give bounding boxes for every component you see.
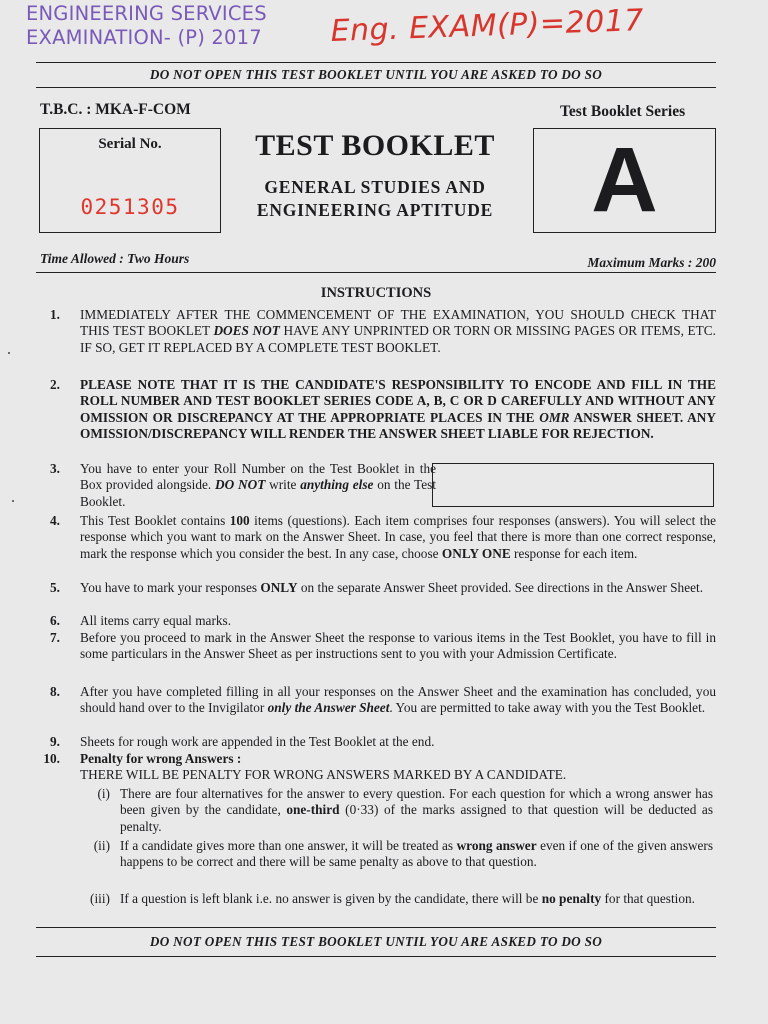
emphasis-run: one-third — [286, 802, 340, 818]
roll-number-box[interactable] — [432, 463, 714, 507]
emphasis-run: only the Answer Sheet — [267, 700, 390, 716]
emphasis-run: wrong answer — [456, 838, 537, 853]
instruction-item-9 — [40, 734, 716, 750]
item-text — [80, 307, 716, 356]
bottom-rule-upper — [36, 927, 716, 928]
subject-line-2: ENGINEERING APTITUDE — [256, 200, 494, 220]
text-run: write — [265, 477, 301, 493]
emphasis-run: DO NOT — [215, 477, 266, 493]
emphasis-run: DOES NOT — [213, 323, 280, 339]
item-text — [80, 377, 716, 443]
text-run: If a candidate gives more than one answer, it will be treated as — [120, 838, 457, 853]
item-text — [80, 580, 716, 596]
item-number: 8. — [50, 684, 60, 699]
text-run: You have to enter your Roll Number on the Test Booklet in the Box provided alongside. — [80, 461, 436, 493]
subitem-number: (ii) — [93, 838, 110, 853]
text-run: . You are permitted to take away with you the Test Booklet. — [389, 700, 706, 716]
instruction-item-3 — [40, 461, 436, 510]
emphasis-run: ONLY — [260, 580, 298, 595]
item-number: 10. — [43, 751, 60, 766]
text-run: for that question. — [601, 891, 695, 906]
text-run: IMMEDIATELY AFTER THE COMMENCEMENT OF THE EXAMINATION, YOU SHOULD CHECK THAT THIS TEST BOOKLET — [80, 307, 716, 339]
instruction-item-5 — [40, 580, 716, 596]
penalty-heading: Penalty for wrong Answers : — [80, 751, 242, 766]
item-number: 1. — [50, 307, 60, 322]
penalty-subitem-2 — [80, 838, 713, 871]
emphasis-run: anything else — [300, 477, 374, 493]
time-allowed: Time Allowed : Two Hours — [40, 251, 190, 266]
text-run: PLEASE NOTE THAT IT IS THE CANDIDATE'S RESPONSIBILITY TO ENCODE AND FILL IN THE ROLL NUMBER AND TEST BOOKLET SERIES CODE A, B, C OR D CAREFULLY AND WITHOUT ANY OMISSION OR DISCREPANCY AT THE APPROPRIATE PLACES IN THE — [80, 377, 716, 425]
serial-label: Serial No. — [98, 136, 162, 152]
subitem-number: (iii) — [90, 891, 110, 906]
instruction-item-2 — [40, 377, 716, 443]
emphasis-run: ONLY ONE — [441, 545, 511, 561]
emphasis-run: no penalty — [541, 891, 602, 906]
instruction-item-1 — [40, 307, 716, 356]
instructions-heading: INSTRUCTIONS — [320, 285, 432, 301]
item-text: Before you proceed to mark in the Answer Sheet the response to various items in the Test Booklet, you have to fill in some particulars in the Answer Sheet as per instructions sent to you with your Admission Certificate. — [80, 630, 716, 662]
text-run: on the separate Answer Sheet provided. See directions in the Answer Sheet. — [297, 580, 704, 595]
text-run: HAVE ANY UNPRINTED OR TORN OR MISSING PAGES OR ITEMS, ETC. IF SO, GET IT REPLACED BY A COMPLETE TEST BOOKLET. — [80, 323, 716, 355]
text-run: items (questions). Each item comprises four responses (answers). You will select the response which you want to mark on the Answer Sheet. In case, you feel that there is more than one correct response, mark the response which you consider the best. In any case, choose — [80, 513, 717, 561]
penalty-subitem-3 — [80, 891, 713, 907]
item-number: 7. — [50, 630, 60, 645]
tbc-code: T.B.C. : MKA-F-COM — [40, 101, 191, 118]
subitem-text — [120, 786, 713, 835]
subject-line-1: GENERAL STUDIES AND — [264, 177, 486, 197]
item-text — [80, 513, 716, 562]
serial-number: 0251305 — [80, 195, 180, 219]
item-text: All items carry equal marks. — [80, 613, 232, 628]
header-rule — [36, 272, 716, 273]
item-number: 6. — [50, 613, 60, 628]
item-number: 9. — [50, 734, 60, 749]
item-text: Sheets for rough work are appended in the Test Booklet at the end. — [80, 734, 435, 749]
penalty-intro: THERE WILL BE PENALTY FOR WRONG ANSWERS MARKED BY A CANDIDATE. — [80, 767, 567, 783]
series-label: Test Booklet Series — [560, 103, 686, 120]
item-number: 4. — [50, 513, 60, 528]
text-run: You have to mark your responses — [80, 580, 261, 595]
item-text — [80, 461, 436, 510]
top-rule-lower — [36, 87, 716, 88]
stamp-line-1: ENGINEERING SERVICES — [26, 2, 267, 25]
item-number: 5. — [50, 580, 60, 595]
scan-speck — [12, 500, 14, 502]
emphasis-run: OMR — [539, 409, 570, 425]
series-letter: A — [591, 129, 658, 231]
maximum-marks: Maximum Marks : 200 — [587, 255, 716, 270]
booklet-title: TEST BOOKLET — [255, 129, 495, 162]
subject-title — [230, 176, 520, 222]
penalty-subitem-1 — [80, 786, 713, 835]
item-number: 2. — [50, 377, 60, 392]
instruction-item-7 — [40, 630, 716, 663]
top-rule-upper — [36, 62, 716, 63]
text-run: even if one of the given answers happens to be correct and there will be same penalty as above to that question. — [120, 838, 713, 870]
bottom-banner: DO NOT OPEN THIS TEST BOOKLET UNTIL YOU ARE ASKED TO DO SO — [149, 934, 603, 949]
scan-speck — [8, 352, 10, 354]
instruction-item-6 — [40, 613, 716, 629]
bottom-rule-lower — [36, 956, 716, 957]
item-number: 3. — [50, 461, 60, 476]
text-run: There are four alternatives for the answer to every question. For each question for which a wrong answer has been given by the candidate, — [120, 786, 713, 818]
subitem-number: (i) — [97, 786, 110, 801]
text-run: After you have completed filling in all your responses on the Answer Sheet and the examination has concluded, you should hand over to the Invigilator — [80, 684, 716, 716]
instruction-item-4 — [40, 513, 716, 562]
subitem-text — [120, 838, 713, 871]
handwritten-note: Eng. EXAM(P)=2017 — [330, 3, 645, 49]
top-banner: DO NOT OPEN THIS TEST BOOKLET UNTIL YOU ARE ASKED TO DO SO — [149, 67, 603, 82]
emphasis-run: 100 — [229, 513, 250, 528]
subitem-text — [120, 891, 713, 907]
instruction-item-8 — [40, 684, 716, 717]
text-run: on the Test Booklet. — [80, 477, 436, 509]
text-run: (0·33) of the marks assigned to that question will be deducted as penalty. — [120, 802, 714, 834]
stamp-line-2: EXAMINATION- (P) 2017 — [26, 26, 262, 49]
text-run: ANSWER SHEET. ANY OMISSION/DISCREPANCY WILL RENDER THE ANSWER SHEET LIABLE FOR REJECTION. — [80, 409, 716, 442]
exam-stamp — [26, 2, 267, 50]
text-run: If a question is left blank i.e. no answer is given by the candidate, there will be — [120, 891, 542, 906]
text-run: This Test Booklet contains — [80, 513, 230, 528]
instruction-item-10 — [40, 751, 716, 784]
item-text — [80, 684, 716, 717]
text-run: response for each item. — [510, 545, 638, 561]
